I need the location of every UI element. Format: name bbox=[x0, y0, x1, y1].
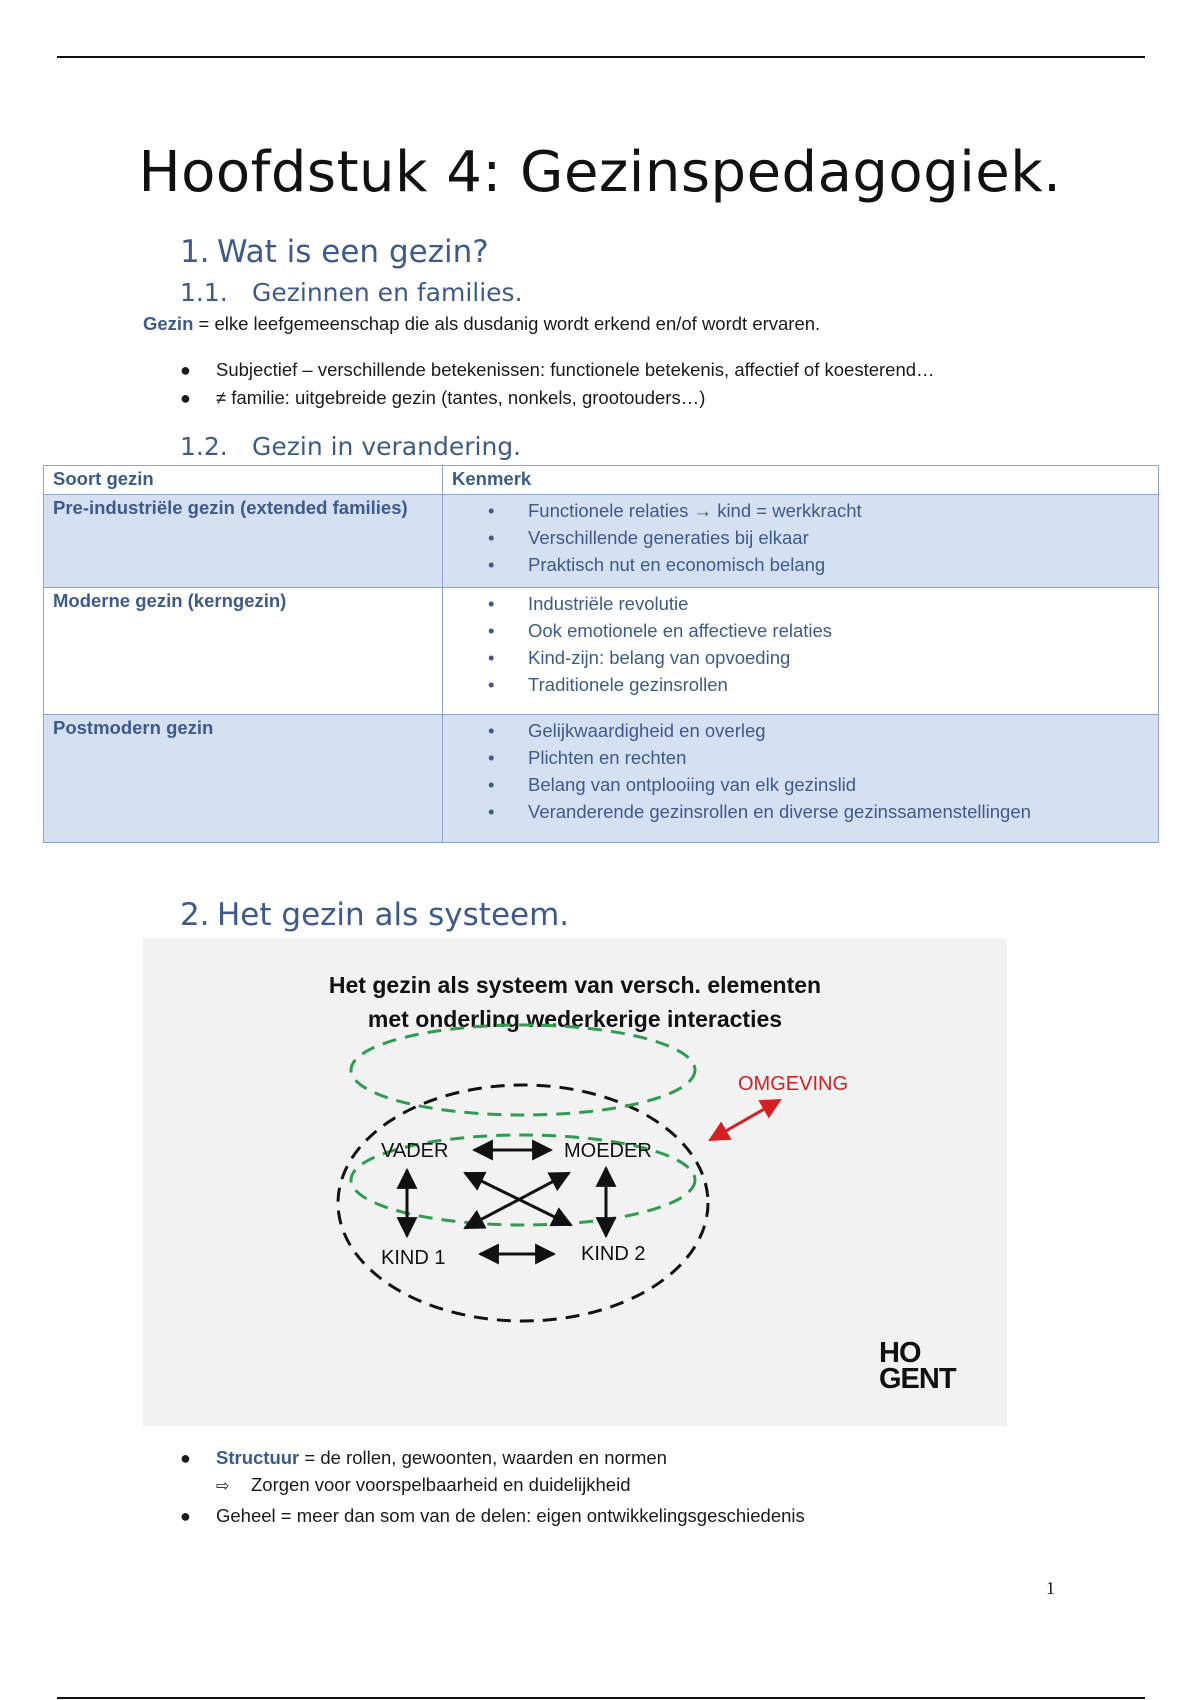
figure-title-line-1: Het gezin als systeem van versch. elementen bbox=[328, 972, 822, 998]
arrow-omgeving bbox=[710, 1100, 780, 1140]
sub-item-structuur: ⇨ Zorgen voor voorspelbaarheid en duidelijkheid bbox=[216, 1474, 631, 1495]
list-item: • Industriële revolutie bbox=[488, 590, 1149, 617]
heading-number: 2. bbox=[180, 897, 210, 933]
header-kenmerk: Kenmerk bbox=[443, 466, 1159, 495]
heading-section-1-1 bbox=[180, 278, 523, 307]
page-number: 1 bbox=[1046, 1578, 1055, 1598]
list-item: • Praktisch nut en economisch belang bbox=[488, 551, 1149, 578]
bullet-list-gezin bbox=[180, 356, 935, 412]
page-title: Hoofdstuk 4: Gezinspedagogiek. bbox=[138, 140, 1062, 205]
list-item: ● ≠ familie: uitgebreide gezin (tantes, nonkels, grootouders…) bbox=[180, 384, 935, 412]
list-item: • Plichten en rechten bbox=[488, 744, 1149, 771]
list-item: • Ook emotionele en affectieve relaties bbox=[488, 617, 1149, 644]
list-item: • Veranderende gezinsrollen en diverse gezinssamenstellingen bbox=[488, 798, 1149, 825]
top-rule bbox=[57, 56, 1145, 58]
list-item: ● Geheel = meer dan som van de delen: eigen ontwikkelingsgeschiedenis bbox=[180, 1502, 805, 1530]
label-kind1: KIND 1 bbox=[381, 1247, 446, 1269]
bullet-icon: ● bbox=[180, 388, 191, 408]
row-type: Pre-industriële gezin (extended families) bbox=[44, 495, 443, 588]
table-header-row bbox=[44, 466, 1159, 495]
arrow-right-icon: ⇨ bbox=[216, 1478, 230, 1495]
list-item: • Kind-zijn: belang van opvoeding bbox=[488, 644, 1149, 671]
heading-text: Wat is een gezin? bbox=[217, 234, 489, 270]
heading-section-1-2 bbox=[180, 432, 521, 461]
family-system-figure bbox=[143, 938, 1007, 1426]
list-item: • Gelijkwaardigheid en overleg bbox=[488, 717, 1149, 744]
hogent-logo: HO GENT bbox=[879, 1337, 956, 1395]
table-row bbox=[44, 588, 1159, 715]
label-omgeving: OMGEVING bbox=[738, 1073, 849, 1095]
table-row bbox=[44, 495, 1159, 588]
row-features bbox=[443, 715, 1159, 843]
list-item: • Functionele relaties → kind = werkkracht bbox=[488, 497, 1149, 524]
row-type: Postmodern gezin bbox=[44, 715, 443, 843]
bullet-icon: ● bbox=[180, 360, 191, 380]
family-types-table bbox=[43, 465, 1159, 843]
label-kind2: KIND 2 bbox=[581, 1243, 646, 1265]
heading-text: Het gezin als systeem. bbox=[217, 897, 570, 933]
family-system-diagram bbox=[143, 938, 1007, 1426]
list-item: • Verschillende generaties bij elkaar bbox=[488, 524, 1149, 551]
header-soort-gezin: Soort gezin bbox=[44, 466, 443, 495]
definition-term: Gezin bbox=[143, 313, 194, 334]
heading-section-1 bbox=[180, 234, 489, 270]
definition-gezin bbox=[143, 313, 820, 335]
bullet-list-geheel bbox=[180, 1502, 805, 1530]
table-row bbox=[44, 715, 1159, 843]
bottom-rule bbox=[57, 1697, 1145, 1699]
list-item: ● Structuur = de rollen, gewoonten, waarden en normen bbox=[180, 1444, 667, 1472]
heading-section-2 bbox=[180, 897, 569, 933]
heading-text: Gezinnen en families. bbox=[252, 278, 523, 307]
bullet-icon: ● bbox=[180, 1448, 191, 1468]
row-features bbox=[443, 588, 1159, 715]
structuur-term: Structuur bbox=[216, 1447, 300, 1468]
figure-title-line-2: met onderling wederkerige interacties bbox=[367, 1006, 783, 1032]
parents-subsystem-ellipse bbox=[351, 1025, 695, 1115]
definition-text: = elke leefgemeenschap die als dusdanig wordt erkend en/of wordt ervaren. bbox=[193, 313, 821, 334]
heading-number: 1. bbox=[180, 234, 210, 270]
label-moeder: MOEDER bbox=[564, 1140, 652, 1162]
heading-number: 1.1. bbox=[180, 278, 228, 307]
list-item: • Belang van ontplooiing van elk gezinslid bbox=[488, 771, 1149, 798]
row-features bbox=[443, 495, 1159, 588]
list-item: • Traditionele gezinsrollen bbox=[488, 671, 1149, 698]
heading-text: Gezin in verandering. bbox=[252, 432, 522, 461]
row-type: Moderne gezin (kerngezin) bbox=[44, 588, 443, 715]
list-item: ● Subjectief – verschillende betekenissen: functionele betekenis, affectief of koesterend… bbox=[180, 356, 935, 384]
label-vader: VADER bbox=[381, 1140, 449, 1162]
bullet-list-systeem bbox=[180, 1444, 667, 1472]
bullet-icon: ● bbox=[180, 1506, 191, 1526]
heading-number: 1.2. bbox=[180, 432, 228, 461]
